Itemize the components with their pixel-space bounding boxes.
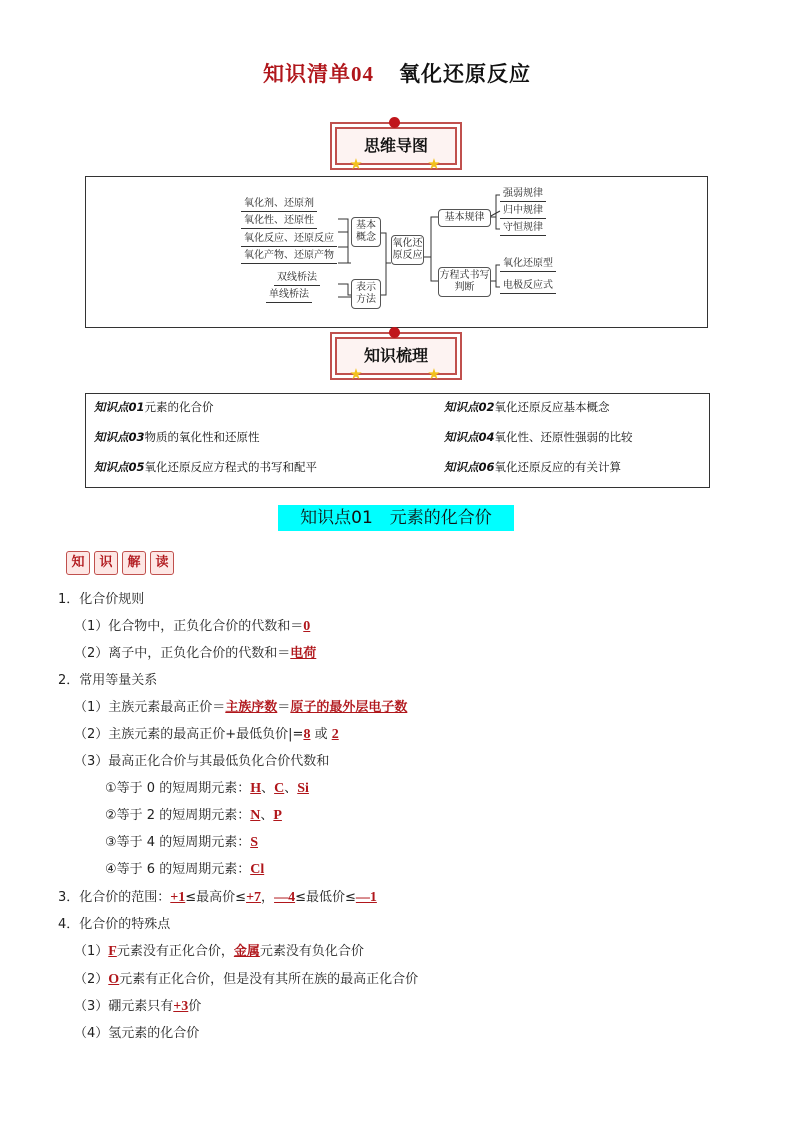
- content-line: ①等于 0 的短周期元素：H、C、Si: [105, 781, 309, 796]
- page-title: [0, 58, 794, 88]
- content-line: （2）O元素有正化合价，但是没有其所在族的最高正化合价: [74, 972, 419, 987]
- mindmap-equation-item: 氧化还原型: [500, 257, 556, 272]
- mindmap-left-item: 氧化反应、还原反应: [241, 232, 337, 247]
- star-icon: ★: [427, 155, 441, 173]
- mindmap-node-method: 表示方法: [351, 279, 381, 309]
- mindmap-banner-label: 思维导图: [363, 136, 428, 155]
- knowledge-item-02[interactable]: 知识点02氧化还原反应基本概念: [444, 400, 610, 414]
- title-part2: 氧化还原反应: [398, 61, 531, 86]
- mindmap-node-rules: 基本规律: [438, 209, 491, 227]
- mindmap-left-item: 氧化产物、还原产物: [241, 249, 337, 264]
- content-line: （1）主族元素最高正价＝主族序数＝原子的最外层电子数: [74, 700, 408, 715]
- knowledge-item-04[interactable]: 知识点04氧化性、还原性强弱的比较: [444, 430, 633, 444]
- content-line: （2）主族元素的最高正价+最低负价|=8 或 2: [74, 727, 339, 742]
- mindmap-node-basic: 基本概念: [351, 217, 381, 247]
- content-line: （3）硼元素只有+3价: [74, 999, 202, 1014]
- mindmap-rule-item: 守恒规律: [500, 221, 546, 236]
- banner-dot-icon: [389, 327, 400, 338]
- content-line: （1）化合物中，正负化合价的代数和＝0: [74, 619, 311, 634]
- star-icon: ★: [427, 365, 441, 383]
- mindmap-left-item: 氧化性、还原性: [241, 214, 317, 229]
- title-part1: 知识清单: [263, 61, 352, 86]
- knowledge-banner: [335, 337, 457, 383]
- mindmap-node-center: 氧化还原反应: [391, 235, 424, 265]
- content-line: ②等于 2 的短周期元素：N、P: [105, 808, 282, 823]
- mindmap-node-equation: 方程式书写判断: [438, 267, 491, 297]
- mindmap-bridge-item: 双线桥法: [274, 271, 320, 286]
- star-icon: ★: [349, 365, 363, 383]
- knowledge-item-05[interactable]: 知识点05氧化还原反应方程式的书写和配平: [94, 460, 318, 474]
- content-line: ③等于 4 的短周期元素：S: [105, 835, 258, 850]
- banner-dot-icon: [389, 117, 400, 128]
- title-number: 04: [351, 62, 375, 86]
- star-icon: ★: [349, 155, 363, 173]
- knowledge-item-06[interactable]: 知识点06氧化还原反应的有关计算: [444, 460, 622, 474]
- jiedu-label: 知 识 解 读: [66, 551, 178, 575]
- content-line: （1）F元素没有正化合价，金属元素没有负化合价: [74, 944, 364, 959]
- knowledge-banner-label: 知识梳理: [363, 346, 428, 365]
- mindmap-left-item: 氧化剂、还原剂: [241, 197, 317, 212]
- content-line: 2．常用等量关系: [58, 673, 158, 688]
- knowledge-list: [85, 393, 710, 488]
- section-heading: 知识点01 元素的化合价: [278, 505, 514, 531]
- mindmap: [85, 176, 708, 328]
- content-line: 1．化合价规则: [58, 592, 145, 607]
- content-line: 4．化合价的特殊点: [58, 917, 171, 932]
- content-line: （4）氢元素的化合价: [74, 1026, 200, 1041]
- content-line: ④等于 6 的短周期元素：Cl: [105, 862, 265, 877]
- content-line: 3．化合价的范围：+1≤最高价≤+7，—4≤最低价≤—1: [58, 890, 377, 905]
- knowledge-item-03[interactable]: 知识点03物质的氧化性和还原性: [94, 430, 260, 444]
- content-line: （2）离子中，正负化合价的代数和＝电荷: [74, 646, 317, 661]
- knowledge-item-01[interactable]: 知识点01元素的化合价: [94, 400, 214, 414]
- content-line: （3）最高正化合价与其最低负化合价代数和: [74, 754, 330, 769]
- mindmap-bridge-item: 单线桥法: [266, 288, 312, 303]
- mindmap-rule-item: 强弱规律: [500, 187, 546, 202]
- mindmap-rule-item: 归中规律: [500, 204, 546, 219]
- mindmap-banner: [335, 127, 457, 173]
- mindmap-equation-item: 电极反应式: [500, 279, 556, 294]
